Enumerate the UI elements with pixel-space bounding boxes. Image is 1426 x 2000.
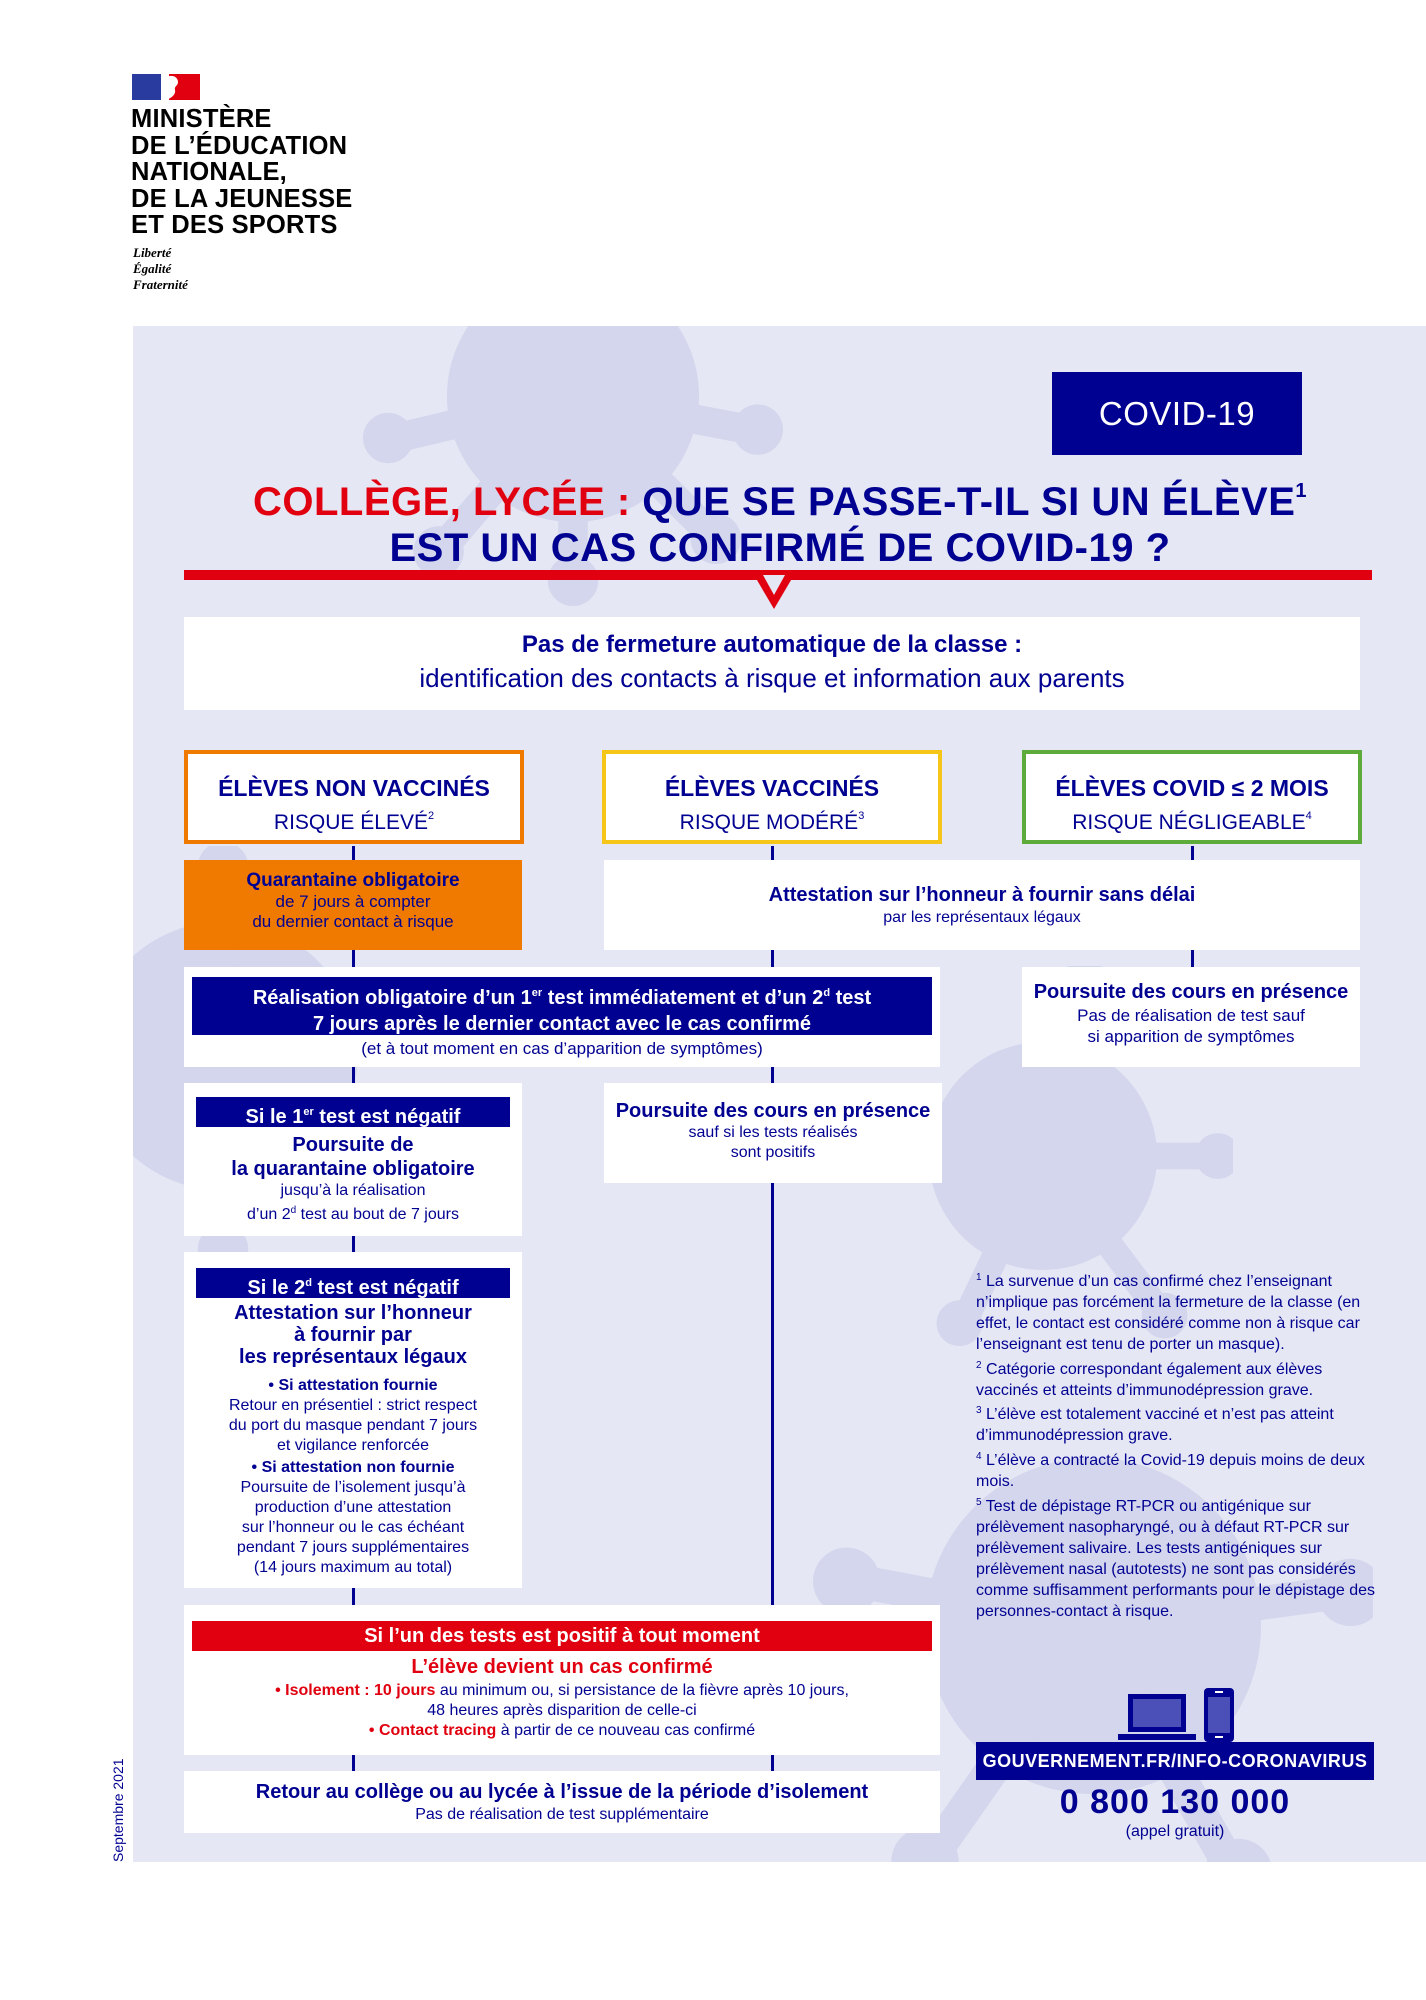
connector-line [352,1588,355,1605]
laptop-phone-icon [1116,1688,1236,1744]
footnote: $^5$ Test de dépistage RT-PCR ou antigénique sur prélèvement nasopharyngé, ou à défaut RT-PCR sur prélèvement salivaire. Les tests antigéniques sur prélèvement nasal (autotests) ne sont pas considérés comme suffisamment performants pour le dépistage des personnes-contact à risque. [976,1497,1376,1620]
connector-line [771,1067,774,1083]
attestation-box: Attestation sur l’honneur à fournir sans délai par les représentaux légaux [604,860,1360,950]
second-test-negative-box: Si le 2$^d$ test est négatif Attestation sur l’honneur à fournir par les représentaux légaux • Si attestation fournie Retour en présentiel : strict respect du port du masque pendant 7 jours et vigilance renforcée • Si attestation non fournie Poursuite de l’isolement jusqu’à production d’une attestation sur l’honneur ou le cas échéant pendant 7 jours supplémentaires (14 jours maximum au total) [184,1252,522,1588]
positive-test-box: Si l’un des tests est positif à tout moment L’élève devient un cas confirmé • Isolement : 10 jours au minimum ou, si persistance de la fièvre après 10 jours, 48 heures après disparition de celle-ci • Contact tracing à partir de ce nouveau cas confirmé [184,1605,940,1755]
mandatory-tests-banner: Réalisation obligatoire d’un 1er test immédiatement et d’un 2$^d$ test 7 jours après le dernier contact avec le cas confirmé [192,977,932,1035]
connector-line [771,1183,774,1605]
footnote: $^3$ L’élève est totalement vacciné et n’est pas atteint d’immunodépression grave. [976,1405,1334,1445]
no-closure-box: Pas de fermeture automatique de la classe : identification des contacts à risque et information aux parents [184,617,1360,710]
connector-line [352,950,355,967]
first-test-negative-box: Si le 1er test est négatif Poursuite de la quarantaine obligatoire jusqu’à la réalisation d’un 2$^d$ test au bout de 7 jours [184,1083,522,1236]
category-vaccinated: ÉLÈVES VACCINÉS RISQUE MODÉRÉ$^3$ [602,750,942,844]
publication-date: Septembre 2021 [110,1758,126,1862]
page-title: COLLÈGE, LYCÉE : QUE SE PASSE-T-IL SI UN ÉLÈVE$^1$ EST UN CAS CONFIRMÉ DE COVID-19 ? [252,480,1308,570]
helpline-number: 0 800 130 000 [1059,1783,1291,1821]
category-recent-covid: ÉLÈVES COVID ≤ 2 MOIS RISQUE NÉGLIGEABLE$^4$ [1022,750,1362,844]
connector-line [771,1755,774,1771]
marianne-icon [160,74,182,100]
first-test-negative-banner: Si le 1er test est négatif [196,1097,510,1127]
connector-line [352,1755,355,1771]
connector-line [352,1236,355,1252]
footnote: $^2$ Catégorie correspondant également aux élèves vaccinés et atteints d’immunodépression grave. [976,1359,1323,1399]
gov-info-link[interactable]: GOUVERNEMENT.FR/INFO-CORONAVIRUS [976,1742,1374,1780]
return-to-school-box: Retour au collège ou au lycée à l’issue de la période d’isolement Pas de réalisation de test supplémentaire [184,1771,940,1833]
second-test-negative-banner: Si le 2$^d$ test est négatif [196,1268,510,1298]
category-unvaccinated: ÉLÈVES NON VACCINÉS RISQUE ÉLEVÉ$^2$ [184,750,524,844]
ministry-name: MINISTÈRE DE L’ÉDUCATION NATIONALE, DE LA JEUNESSE ET DES SPORTS [131,105,353,239]
presence-moderate-box: Poursuite des cours en présence sauf si les tests réalisés sont positifs [604,1083,942,1183]
footnote: $^1$ La survenue d’un cas confirmé chez l’enseignant n’implique pas forcément la fermeture de la classe (en effet, le contact est considéré comme non à risque car l’enseignant est tenu de porter un masque). [976,1272,1361,1353]
positive-test-banner: Si l’un des tests est positif à tout moment [192,1621,932,1651]
republic-motto: Liberté Égalité Fraternité [133,245,188,292]
footnotes [976,1268,1376,1623]
mandatory-tests-box: Réalisation obligatoire d’un 1er test immédiatement et d’un 2$^d$ test 7 jours après le dernier contact avec le cas confirmé (et à tout moment en cas d’apparition de symptômes) [184,967,940,1067]
connector-line [352,1067,355,1083]
connector-line [771,950,774,967]
helpline-note: (appel gratuit) [1125,1823,1225,1840]
quarantine-box: Quarantaine obligatoire de 7 jours à compter du dernier contact à risque [184,860,522,950]
presence-negligible-box: Poursuite des cours en présence Pas de réalisation de test sauf si apparition de symptômes [1022,967,1360,1067]
footnote: $^4$ L’élève a contracté la Covid-19 depuis moins de deux mois. [976,1451,1365,1491]
connector-line [1191,950,1194,967]
covid-badge: COVID-19 [1052,372,1302,455]
down-arrow-icon [754,575,794,611]
